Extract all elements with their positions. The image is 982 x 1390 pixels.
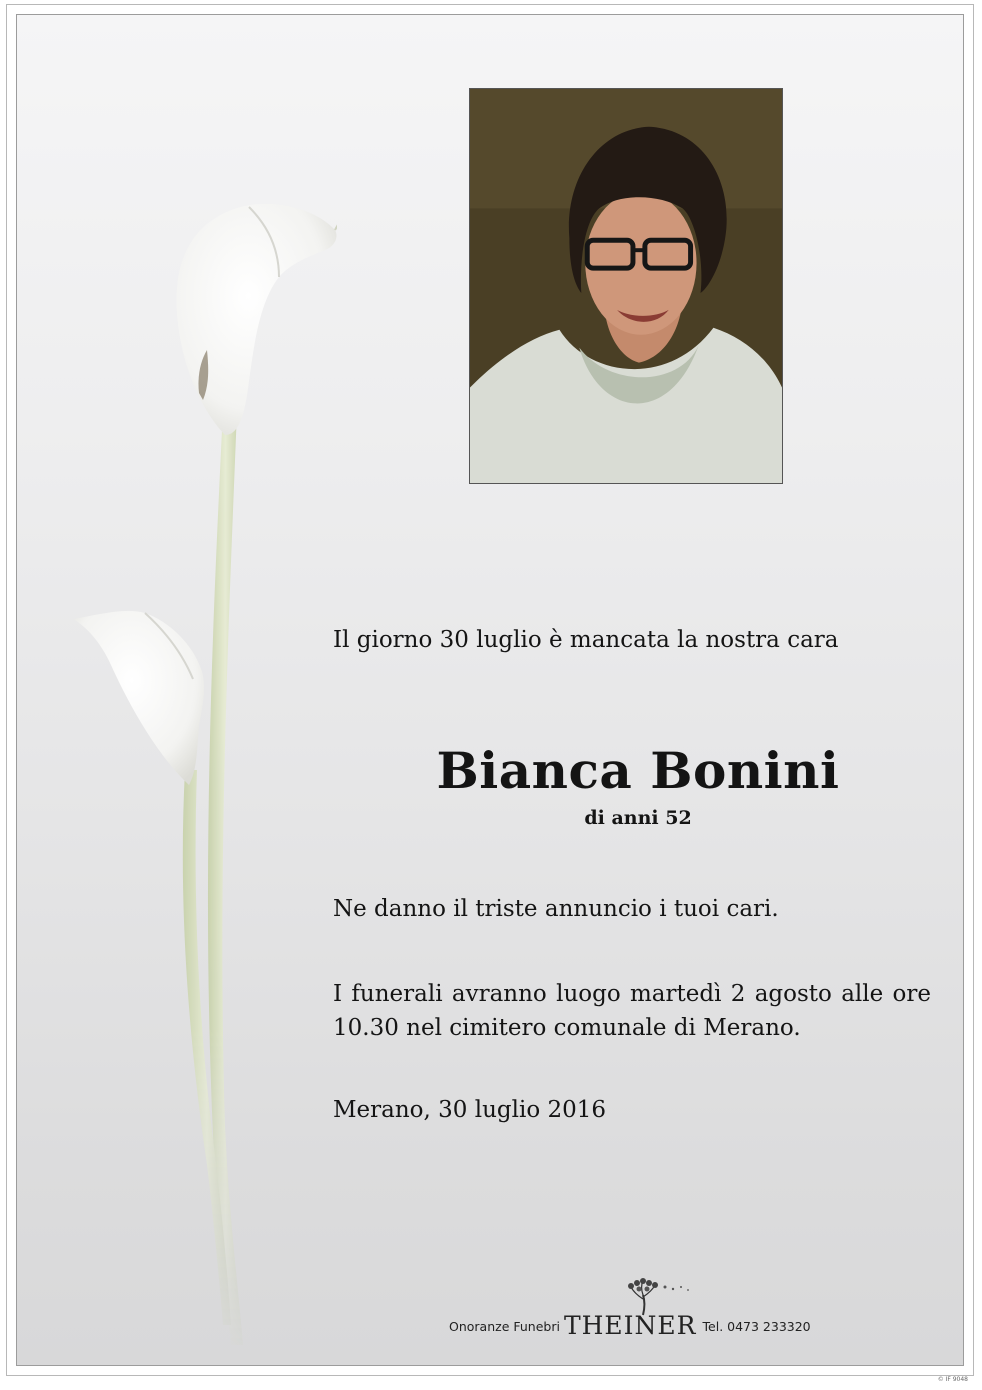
funeral-details: I funerali avranno luogo martedì 2 agosto alle ore 10.30 nel cimitero comunale di Merano. bbox=[333, 981, 931, 1041]
calla-lily-small bbox=[73, 611, 204, 785]
funeral-home-footer bbox=[17, 1277, 964, 1340]
deceased-name: Bianca Bonini bbox=[436, 741, 840, 800]
intro-text: Il giorno 30 luglio è mancata la nostra cara bbox=[333, 627, 839, 653]
place-date: Merano, 30 luglio 2016 bbox=[333, 1097, 607, 1123]
footer-line bbox=[449, 1311, 811, 1340]
portrait-photo bbox=[469, 88, 783, 484]
age-line: di anni 52 bbox=[584, 807, 692, 829]
calla-lily-illustration bbox=[17, 15, 337, 1366]
notice-card bbox=[16, 14, 964, 1366]
calla-lily-large bbox=[177, 204, 337, 435]
portrait-illustration bbox=[470, 89, 782, 483]
footer-prefix: Onoranze Funebri bbox=[449, 1319, 560, 1334]
footer-brand: THEINER bbox=[563, 1311, 697, 1340]
document-code: © IF 9048 bbox=[937, 1376, 968, 1383]
footer-phone: Tel. 0473 233320 bbox=[702, 1319, 811, 1334]
announcement-text: Ne danno il triste annuncio i tuoi cari. bbox=[333, 896, 779, 922]
